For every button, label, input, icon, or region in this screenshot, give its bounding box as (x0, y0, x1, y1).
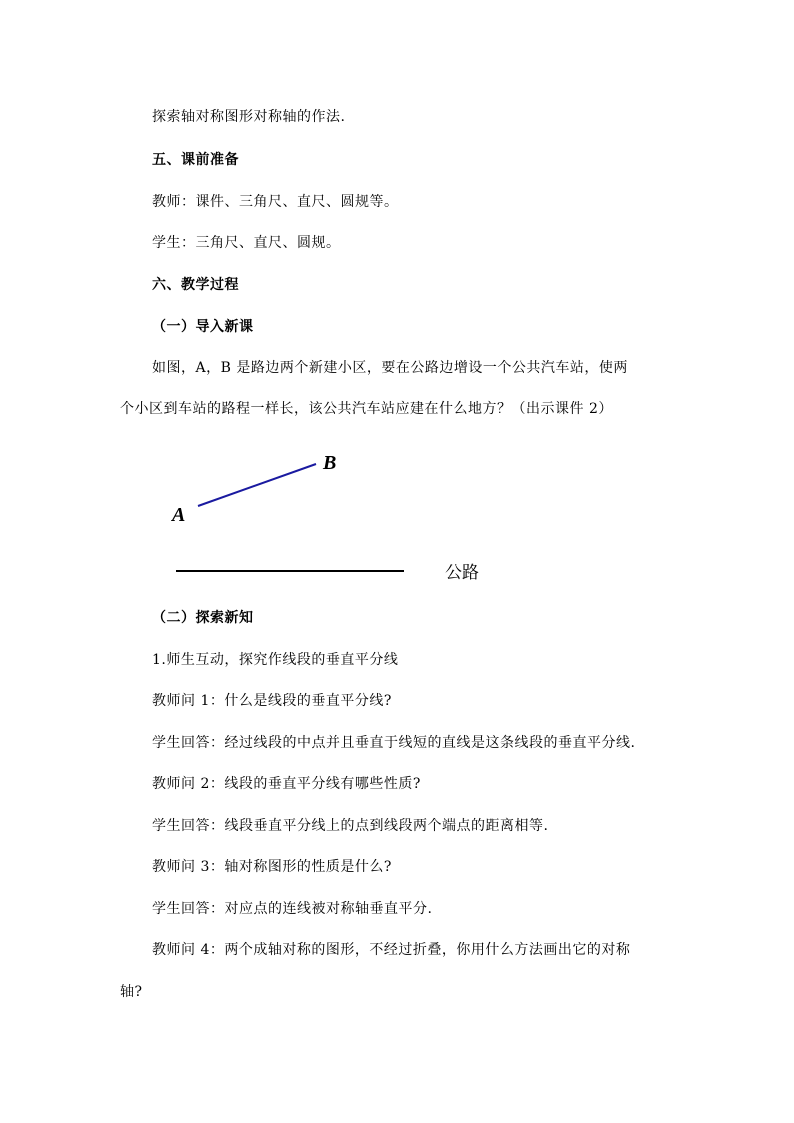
paragraph-problem-line1: 如图，A，B 是路边两个新建小区，要在公路边增设一个公共汽车站，使两 (152, 360, 628, 376)
student-answer-2: 学生回答：线段垂直平分线上的点到线段两个端点的距离相等. (152, 818, 549, 834)
subheading-explore: （二）探索新知 (152, 610, 254, 626)
paragraph-teacher-tools: 教师：课件、三角尺、直尺、圆规等。 (152, 194, 399, 210)
road-figure (160, 445, 520, 595)
student-answer-3: 学生回答：对应点的连线被对称轴垂直平分. (152, 901, 433, 917)
figure-svg (160, 445, 520, 595)
paragraph-student-tools: 学生：三角尺、直尺、圆规。 (152, 235, 341, 251)
road-label: 公路 (445, 563, 479, 583)
heading-teaching-process: 六、教学过程 (152, 277, 239, 293)
teacher-question-3: 教师问 3：轴对称图形的性质是什么? (152, 859, 392, 875)
teacher-question-2: 教师问 2：线段的垂直平分线有哪些性质? (152, 776, 421, 792)
paragraph-problem-line2: 个小区到车站的路程一样长，该公共汽车站应建在什么地方？（出示课件 2） (120, 401, 613, 417)
paragraph-axis-method: 探索轴对称图形对称轴的作法. (152, 109, 346, 125)
subheading-introduction: （一）导入新课 (152, 319, 254, 335)
point-a-label: A (172, 504, 186, 526)
teacher-question-4-line2: 轴? (120, 984, 143, 1000)
teacher-question-4-line1: 教师问 4：两个成轴对称的图形，不经过折叠，你用什么方法画出它的对称 (152, 942, 631, 958)
segment-ab (198, 464, 316, 506)
point-b-label: B (323, 452, 337, 474)
student-answer-1: 学生回答：经过线段的中点并且垂直于线短的直线是这条线段的垂直平分线. (152, 735, 636, 751)
heading-preparation: 五、课前准备 (152, 152, 239, 168)
teacher-question-1: 教师问 1：什么是线段的垂直平分线? (152, 693, 392, 709)
paragraph-activity: 1.师生互动，探究作线段的垂直平分线 (152, 652, 399, 668)
